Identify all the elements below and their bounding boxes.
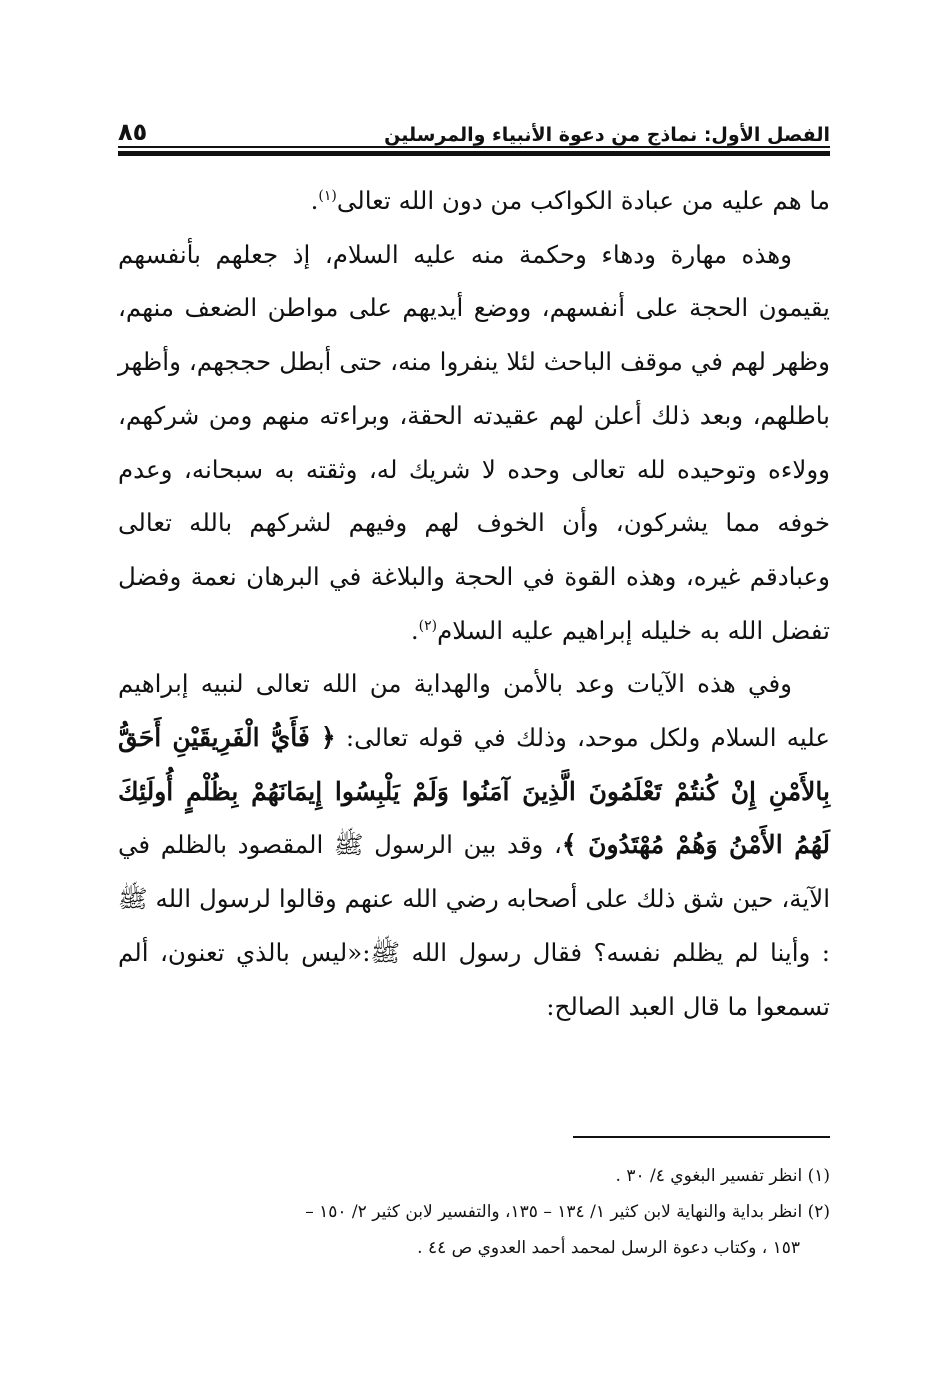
paragraph-1: ما هم عليه من عبادة الكواكب من دون الله تعالى$^{(١)}$. [310, 186, 830, 215]
body-text [118, 174, 830, 1033]
chapter-title: الفصل الأول: نماذج من دعوة الأنبياء والمرسلين [384, 124, 830, 146]
footnote-2-line-1: (٢) انظر بداية والنهاية لابن كثير ١/ ١٣٤ – ١٣٥، والتفسير لابن كثير ٢/ ١٥٠ – [305, 1202, 830, 1222]
paragraph-3: وفي هذه الآيات وعد بالأمن والهداية من الله تعالى لنبيه إبراهيم عليه السلام ولكل موحد، وذلك في قوله تعالى: ﴿ فَأَيُّ الْفَرِيقَيْنِ أَحَقُّ بِالأَمْنِ إِنْ كُنتُمْ تَعْلَمُونَ الَّذِينَ آمَنُوا وَلَمْ يَلْبِسُوا إِيمَانَهُمْ بِظُلْمٍ أُولَئِكَ لَهُمُ الأَمْنُ وَهُمْ مُهْتَدُونَ ﴾، وقد بين الرسول ﷺ المقصود بالظلم في الآية، حين شق ذلك على أصحابه رضي الله عنهم وقالوا لرسول الله ﷺ : وأينا لم يظلم نفسه؟ فقال رسول الله ﷺ:«ليس بالذي تعنون، ألم تسمعوا ما قال العبد الصالح: [118, 669, 830, 1021]
footnote-1: (١) انظر تفسير البغوي ٤/ ٣٠ . [615, 1166, 830, 1186]
footnote-2-line-2: ١٥٣ ، وكتاب دعوة الرسل لمحمد أحمد العدوي ص ٤٤ . [417, 1238, 800, 1258]
page-number: ٨٥ [118, 118, 148, 146]
paragraph-2: وهذه مهارة ودهاء وحكمة منه عليه السلام، إذ جعلهم بأنفسهم يقيمون الحجة على أنفسهم، ووضع أيديهم على مواطن الضعف منهم، وظهر لهم في موقف الباحث لئلا ينفروا منه، حتى أبطل حججهم، وأظهر باطلهم، وبعد ذلك أعلن لهم عقيدته الحقة، وبراءته منهم ومن شركهم، وولاءه وتوحيده لله تعالى وحده لا شريك له، وثقته به سبحانه، وعدم خوفه مما يشركون، وأن الخوف لهم وفيهم لشركهم بالله تعالى وعبادقم غيره، وهذه القوة في الحجة والبلاغة في البرهان نعمة وفضل تفضل الله به خليله إبراهيم عليه السلام$^{(٢)}$. [118, 239, 830, 645]
header-rule-thick [118, 151, 830, 156]
footnotes [118, 1158, 830, 1266]
running-header [118, 106, 830, 146]
footnote-separator [573, 1136, 830, 1138]
quran-verse: ﴿ فَأَيُّ الْفَرِيقَيْنِ أَحَقُّ بِالأَمْنِ إِنْ كُنتُمْ تَعْلَمُونَ الَّذِينَ آمَنُوا وَلَمْ يَلْبِسُوا إِيمَانَهُمْ بِظُلْمٍ أُولَئِكَ لَهُمُ الأَمْنُ وَهُمْ مُهْتَدُونَ ﴾ [118, 723, 830, 860]
footnote-ref-1[interactable]: (١) [318, 187, 337, 204]
header-rule-thin [118, 146, 830, 148]
footnote-ref-2[interactable]: (٢) [418, 617, 438, 634]
